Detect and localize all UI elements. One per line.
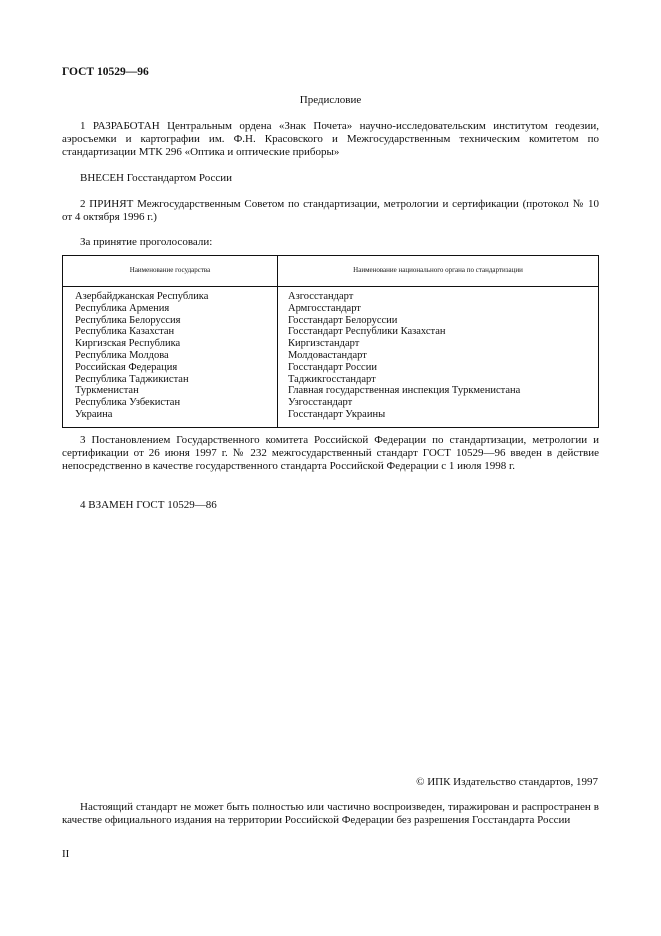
table-header-row <box>63 256 599 287</box>
paragraph-resolution: 3 Постановлением Государственного комитета Российской Федерации по стандартизации, метрологии и сертификации от 26 июня 1997 г. № 232 межгосударственный стандарт ГОСТ 10529—96 введен в действие непосредственно в качестве государственного стандарта Российской Федерации с 1 июля 1998 г. <box>62 434 599 472</box>
paragraph-introduced: ВНЕСЕН Госстандартом России <box>80 172 233 184</box>
organs-column <box>278 287 599 428</box>
organ-name: Армгосстандарт <box>288 302 361 314</box>
page-title: Предисловие <box>299 94 362 106</box>
organ-name: Госстандарт Республики Казахстан <box>288 326 446 338</box>
organ-name: Молдовастандарт <box>288 349 367 361</box>
organ-name: Таджикгосстандарт <box>288 373 376 385</box>
state-name: Республика Белоруссия <box>75 314 181 326</box>
states-column <box>63 287 278 428</box>
state-name: Российская Федерация <box>75 361 178 373</box>
document-header: ГОСТ 10529—96 <box>62 66 149 78</box>
organ-name: Главная государственная инспекция Туркменистана <box>288 385 521 397</box>
state-name: Республика Молдова <box>75 349 169 361</box>
organ-name: Госстандарт Белоруссии <box>288 314 398 326</box>
page-number: II <box>62 848 70 860</box>
column-header-state: Наименование государства <box>63 256 278 287</box>
state-name: Республика Армения <box>75 302 170 314</box>
organ-name: Киргизстандарт <box>288 338 360 350</box>
copyright-line: © ИПК Издательство стандартов, 1997 <box>416 776 598 788</box>
organ-name: Госстандарт Украины <box>288 408 386 420</box>
state-name: Республика Таджикистан <box>75 373 189 385</box>
organ-name: Госстандарт России <box>288 361 377 373</box>
paragraph-replaces: 4 ВЗАМЕН ГОСТ 10529—86 <box>80 499 217 511</box>
state-name: Азербайджанская Республика <box>75 291 209 302</box>
column-header-organ: Наименование национального органа по стандартизации <box>278 256 599 287</box>
organ-name: Азгосстандарт <box>288 291 354 302</box>
state-name: Республика Узбекистан <box>75 397 181 409</box>
state-name: Киргизская Республика <box>75 338 181 350</box>
reproduction-notice: Настоящий стандарт не может быть полностью или частично воспроизведен, тиражирован и распространен в качестве официального издания на территории Российской Федерации без разрешения Госстандарта России <box>62 801 599 826</box>
state-name: Украина <box>75 408 113 420</box>
table-row <box>63 287 599 428</box>
paragraph-developed: 1 РАЗРАБОТАН Центральным ордена «Знак Почета» научно-исследовательским институтом геодезии, аэросъемки и картографии им. Ф.Н. Красовского и Межгосударственным техническим комитетом по стандартизации МТК 296 «Оптика и оптические приборы» <box>62 120 599 158</box>
voted-label: За принятие проголосовали: <box>80 236 213 248</box>
state-name: Туркменистан <box>75 385 139 397</box>
voting-states-table <box>62 255 599 428</box>
state-name: Республика Казахстан <box>75 326 175 338</box>
paragraph-adopted: 2 ПРИНЯТ Межгосударственным Советом по стандартизации, метрологии и сертификации (протокол № 10 от 4 октября 1996 г.) <box>62 198 599 223</box>
organ-name: Узгосстандарт <box>288 397 353 409</box>
